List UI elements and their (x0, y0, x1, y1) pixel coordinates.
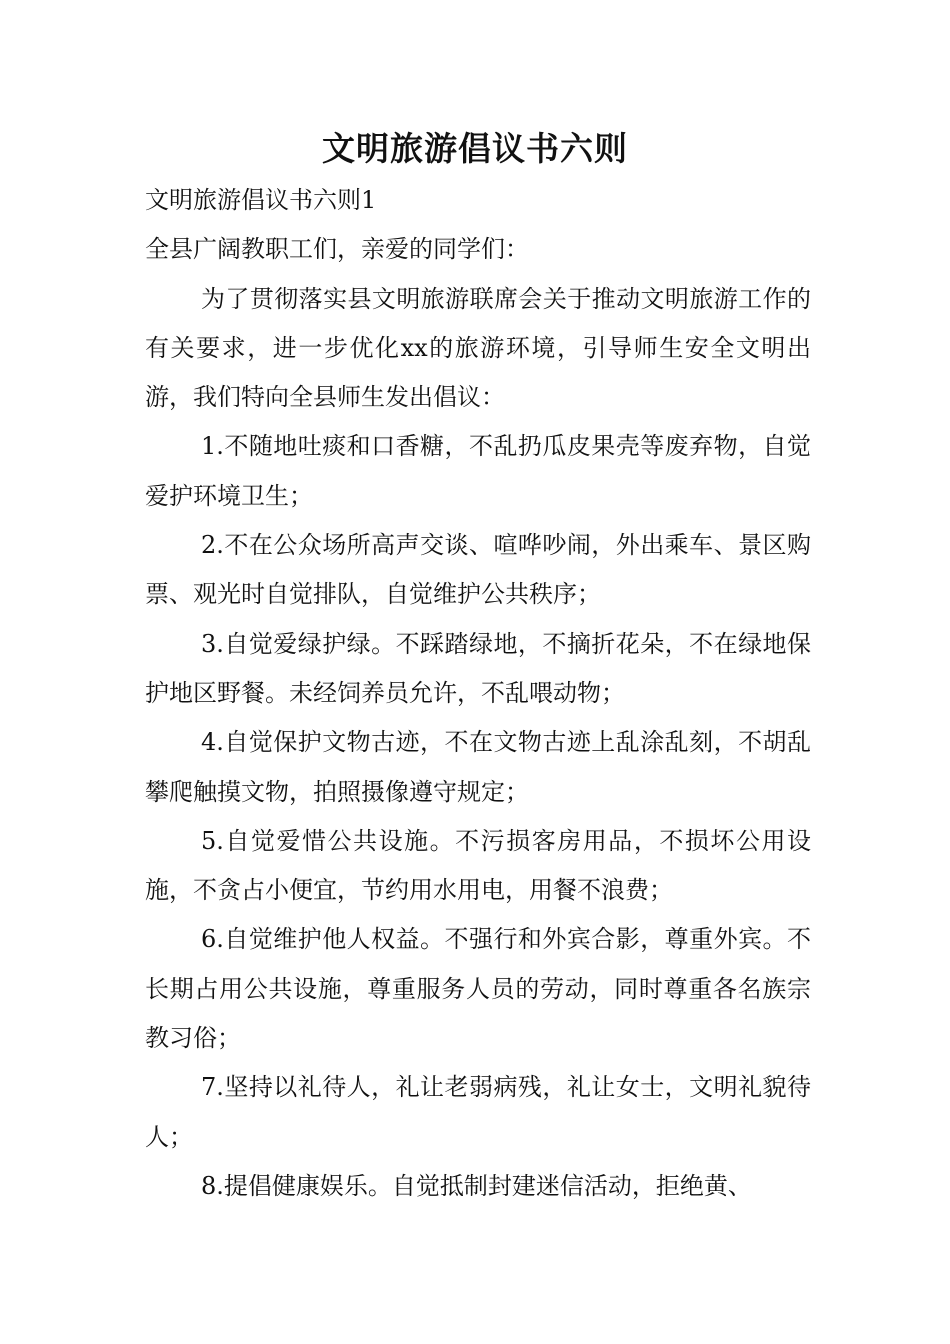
salutation: 全县广阔教职工们，亲爱的同学们： (145, 235, 529, 264)
proposal-item-6: 6.自觉维护他人权益。不强行和外宾合影，尊重外宾。不长期占用公共设施，尊重服务人员的劳动，同时尊重各名族宗教习俗； (145, 925, 811, 1053)
section-heading: 文明旅游倡议书六则1 (145, 186, 377, 214)
document-title: 文明旅游倡议书六则 (322, 129, 628, 168)
proposal-item-5: 5.自觉爱惜公共设施。不污损客房用品，不损坏公用设施，不贪占小便宜，节约用水用电，用餐不浪费； (145, 826, 811, 905)
proposal-item-4: 4.自觉保护文物古迹，不在文物古迹上乱涂乱刻，不胡乱攀爬触摸文物，拍照摄像遵守规定； (145, 728, 811, 806)
proposal-item-2: 2.不在公众场所高声交谈、喧哗吵闹，外出乘车、景区购票、观光时自觉排队，自觉维护公共秩序； (145, 531, 811, 609)
proposal-item-7: 7.坚持以礼待人，礼让老弱病残，礼让女士，文明礼貌待人； (145, 1073, 811, 1151)
intro-paragraph: 为了贯彻落实县文明旅游联席会关于推动文明旅游工作的有关要求，进一步优化xx的旅游环境，引导师生安全文明出游，我们特向全县师生发出倡议： (145, 284, 811, 412)
proposal-item-3: 3.自觉爱绿护绿。不踩踏绿地，不摘折花朵，不在绿地保护地区野餐。未经饲养员允许，不乱喂动物； (145, 629, 811, 707)
proposal-item-1: 1.不随地吐痰和口香糖，不乱扔瓜皮果壳等废弃物，自觉爱护环境卫生； (145, 432, 811, 510)
document-body (145, 176, 811, 1211)
proposal-item-8: 8.提倡健康娱乐。自觉抵制封建迷信活动，拒绝黄、 (201, 1171, 752, 1200)
